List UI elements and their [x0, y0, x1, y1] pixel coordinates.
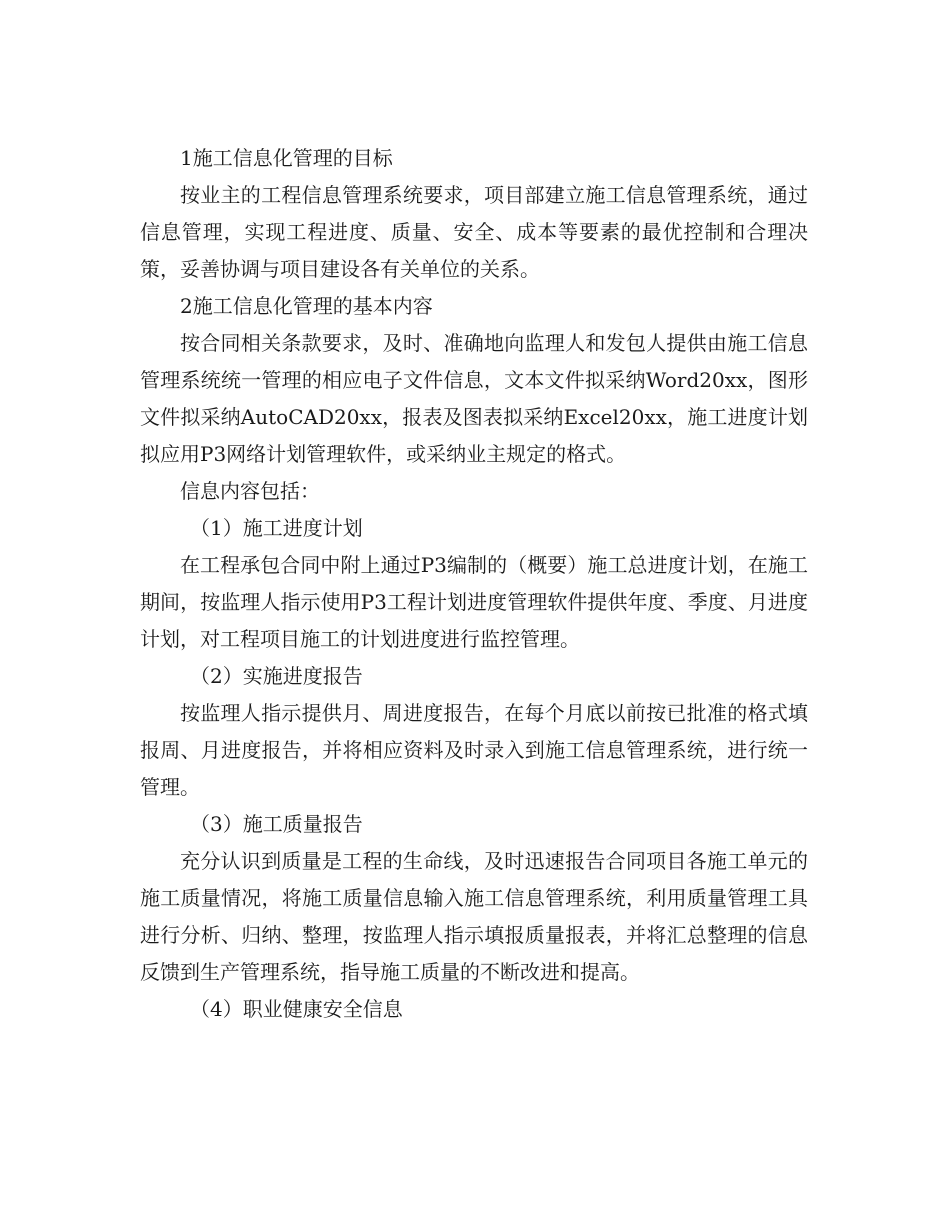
paragraph: 按业主的工程信息管理系统要求，项目部建立施工信息管理系统，通过信息管理，实现工程进度、质量、安全、成本等要素的最优控制和合理决策，妥善协调与项目建设各有关单位的关系。 — [140, 183, 808, 281]
paragraph: 充分认识到质量是工程的生命线，及时迅速报告合同项目各施工单元的施工质量情况，将施工质量信息输入施工信息管理系统，利用质量管理工具进行分析、归纳、整理，按监理人指示填报质量报表，并将汇总整理的信息反馈到生产管理系统，指导施工质量的不断改进和提高。 — [140, 849, 808, 984]
subsection-heading-1: （1）施工进度计划 — [190, 516, 363, 540]
section-heading-2: 2施工信息化管理的基本内容 — [180, 294, 433, 318]
subsection-heading-2: （2）实施进度报告 — [190, 664, 363, 688]
paragraph: 在工程承包合同中附上通过P3编制的（概要）施工总进度计划，在施工期间，按监理人指示使用P3工程计划进度管理软件提供年度、季度、月进度计划，对工程项目施工的计划进度进行监控管理。 — [140, 553, 808, 651]
subsection-heading-3: （3）施工质量报告 — [190, 812, 363, 836]
paragraph: 按合同相关条款要求，及时、准确地向监理人和发包人提供由施工信息管理系统统一管理的相应电子文件信息，文本文件拟采纳Word20xx，图形文件拟采纳AutoCAD20xx，报表及图表拟采纳Excel20xx，施工进度计划拟应用P3网络计划管理软件，或采纳业主规定的格式。 — [140, 331, 808, 466]
section-heading-1: 1施工信息化管理的目标 — [180, 146, 393, 170]
subsection-heading-4: （4）职业健康安全信息 — [190, 997, 403, 1021]
document-body — [140, 140, 808, 1028]
paragraph: 按监理人指示提供月、周进度报告，在每个月底以前按已批准的格式填报周、月进度报告，并将相应资料及时录入到施工信息管理系统，进行统一管理。 — [140, 701, 808, 799]
paragraph: 信息内容包括： — [180, 479, 320, 503]
